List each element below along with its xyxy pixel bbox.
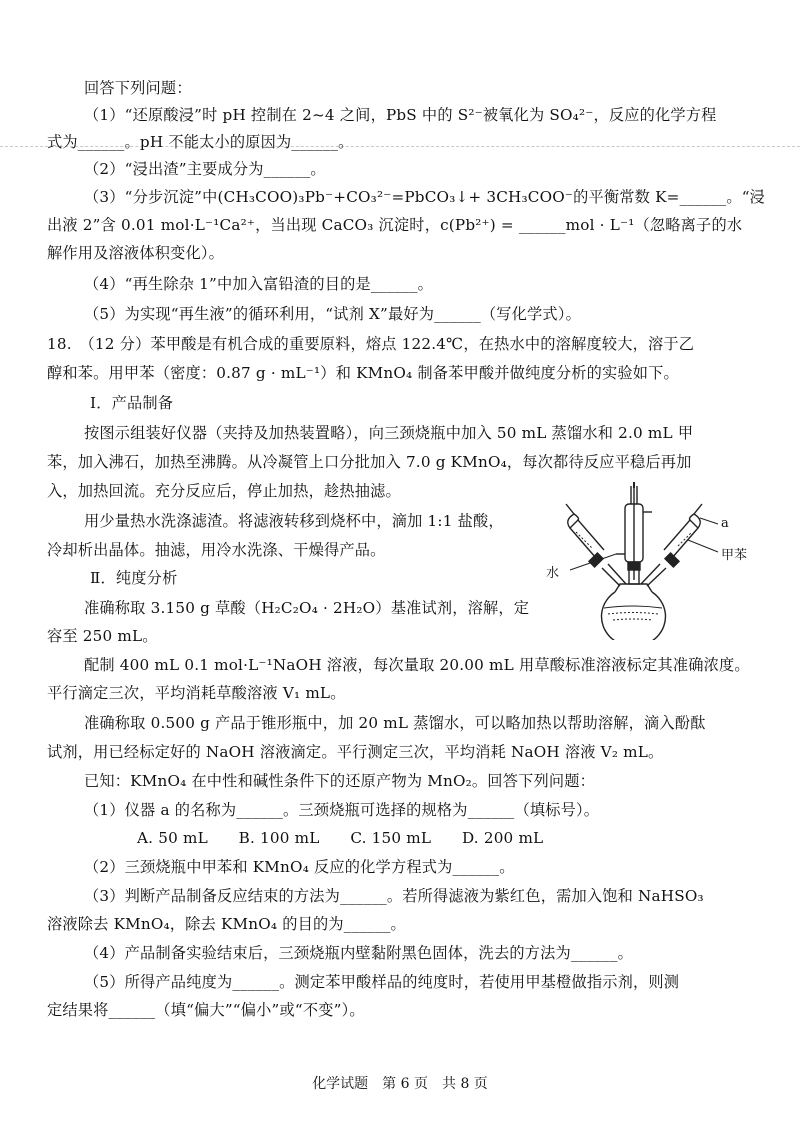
text-line: 醇和苯。用甲苯（密度：0.87 g · mL⁻¹）和 KMnO₄ 制备苯甲酸并做纯度分析的实验如下。 [47,364,679,382]
text-line: （1）仪器 a 的名称为______。三颈烧瓶可选择的规格为______（填标号）。 [84,801,600,819]
text-line: 溶液除去 KMnO₄，除去 KMnO₄ 的目的为______。 [47,915,406,933]
text-line: （4）“再生除杂 1”中加入富铅渣的目的是______。 [84,275,434,293]
section-heading: Ⅰ．产品制备 [90,394,174,412]
text-line: 式为______。pH 不能太小的原因为______。 [47,133,354,151]
three-neck-flask-apparatus [540,480,755,640]
text-line: 按图示组装好仪器（夹持及加热装置略），向三颈烧瓶中加入 50 mL 蒸馏水和 2.0 mL 甲 [84,424,694,442]
answer-options: A. 50 mL B. 100 mL C. 150 mL D. 200 mL [137,829,544,847]
text-line: 出液 2”含 0.01 mol·L⁻¹Ca²⁺，当出现 CaCO₃ 沉淀时，c(Pb²⁺) = ______mol · L⁻¹（忽略离子的水 [47,216,743,234]
question-18-line: 18. （12 分）苯甲酸是有机合成的重要原料，熔点 122.4℃，在热水中的溶解度较大，溶于乙 [47,335,695,353]
text-line: （1）“还原酸浸”时 pH 控制在 2~4 之间，PbS 中的 S²⁻被氧化为 SO₄²⁻，反应的化学方程 [84,106,717,124]
text-line: 回答下列问题： [84,79,192,97]
text-line: 试剂，用已经标定好的 NaOH 溶液滴定。平行测定三次，平均消耗 NaOH 溶液 V₂ mL。 [47,743,664,761]
text-line: 冷却析出晶体。抽滤，用冷水洗涤、干燥得产品。 [47,541,386,559]
text-line: （3）“分步沉淀”中(CH₃COO)₃Pb⁻+CO₃²⁻=PbCO₃↓+ 3CH₃COO⁻的平衡常数 K=______。“浸 [84,188,766,206]
label-a: a [721,516,729,531]
section-heading: Ⅱ．纯度分析 [90,569,178,587]
label-toluene: 甲苯 [721,548,748,563]
text-line: 准确称取 0.500 g 产品于锥形瓶中，加 20 mL 蒸馏水，可以略加热以帮助溶解，滴入酚酞 [84,714,706,732]
text-line: 平行滴定三次，平均消耗草酸溶液 V₁ mL。 [47,684,346,702]
text-line: 解作用及溶液体积变化）。 [47,244,225,262]
text-line: 苯，加入沸石，加热至沸腾。从冷凝管上口分批加入 7.0 g KMnO₄，每次都待反应平稳后再加 [47,453,692,471]
text-line: （2）“浸出渣”主要成分为______。 [84,160,326,178]
flask-body [602,592,666,640]
text-line: （2）三颈烧瓶中甲苯和 KMnO₄ 反应的化学方程式为______。 [84,858,515,876]
text-line: 入，加热回流。充分反应后，停止加热，趁热抽滤。 [47,482,401,500]
label-water: 水 [546,566,560,581]
text-line: （5）所得产品纯度为______。测定苯甲酸样品的纯度时，若使用甲基橙做指示剂，则测 [84,973,680,991]
page-footer: 化学试题 第 6 页 共 8 页 [312,1076,488,1092]
joint-left [589,553,603,567]
text-line: （5）为实现“再生液”的循环利用，“试剂 X”最好为______（写化学式）。 [84,305,581,323]
text-line: 容至 250 mL。 [47,627,158,645]
text-line: 定结果将______（填“偏大”“偏小”或“不变”）。 [47,1001,365,1019]
text-line: 用少量热水洗涤滤渣。将滤液转移到烧杯中，滴加 1:1 盐酸， [84,512,504,530]
text-line: 配制 400 mL 0.1 mol·L⁻¹NaOH 溶液，每次量取 20.00 mL 用草酸标准溶液标定其准确浓度。 [84,656,750,674]
text-line: （3）判断产品制备反应结束的方法为______。若所得滤液为紫红色，需加入饱和 NaHSO₃ [84,887,704,905]
text-line: 准确称取 3.150 g 草酸（H₂C₂O₄ · 2H₂O）基准试剂，溶解，定 [84,599,530,617]
text-line: 已知：KMnO₄ 在中性和碱性条件下的还原产物为 MnO₂。回答下列问题： [84,772,596,790]
joint-right [665,553,679,567]
text-line: （4）产品制备实验结束后，三颈烧瓶内壁黏附黑色固体，洗去的方法为______。 [84,944,634,962]
